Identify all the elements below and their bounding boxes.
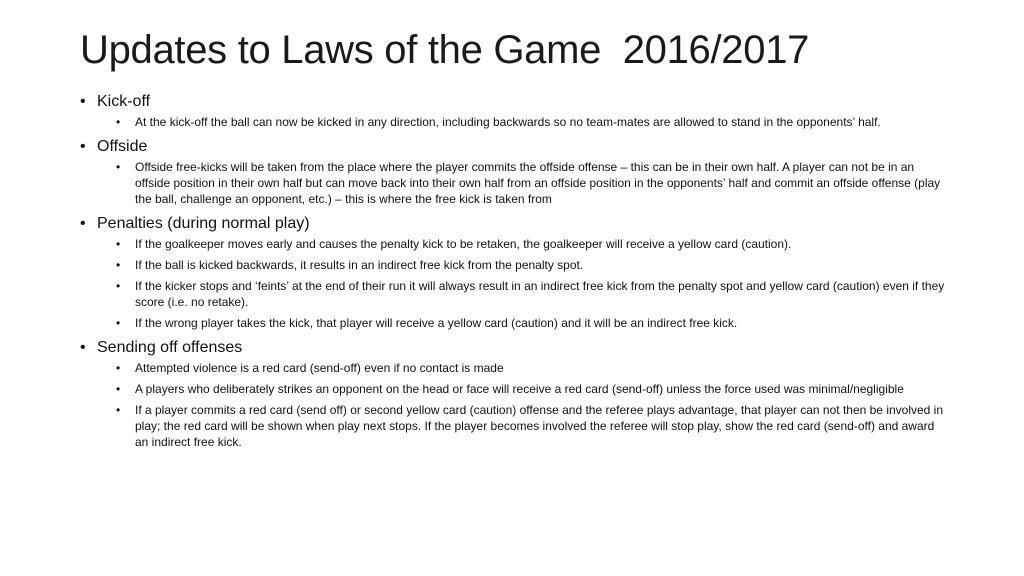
sub-bullet-item: • If a player commits a red card (send off) or second yellow card (caution) offense and the referee plays advantage, that player can not then be involved in play; the red card will be shown when play next stops. If the player becomes involved the referee will stop play, show the red card (send-off) and award an indirect free kick. (80, 402, 950, 450)
section-kick-off (80, 92, 950, 130)
section-heading: • Penalties (during normal play) (80, 214, 950, 234)
section-penalties (80, 214, 950, 331)
sub-bullet-item: • Offside free-kicks will be taken from the place where the player commits the offside offense – this can be in their own half. A player can not be in an offside position in their own half but can move back into their own half from an offside position in the opponents’ half and commit an offside offense (play the ball, challenge an opponent, etc.) – this is where the free kick is taken from (80, 159, 950, 207)
sub-bullet-item: • If the goalkeeper moves early and causes the penalty kick to be retaken, the goalkeeper will receive a yellow card (caution). (80, 236, 950, 252)
section-offside (80, 137, 950, 207)
section-heading: • Kick-off (80, 92, 950, 112)
sub-bullet-list (80, 236, 950, 331)
sub-bullet-list (80, 114, 950, 130)
slide-title: Updates to Laws of the Game 2016/2017 (80, 28, 810, 72)
bullet-list (80, 92, 950, 457)
sub-bullet-item: • If the kicker stops and ‘feints’ at the end of their run it will always result in an indirect free kick from the penalty spot and yellow card (caution) even if they score (i.e. no retake). (80, 278, 950, 310)
section-heading: • Offside (80, 137, 950, 157)
sub-bullet-item: • A players who deliberately strikes an opponent on the head or face will receive a red card (send-off) unless the force used was minimal/negligible (80, 381, 950, 397)
sub-bullet-item: • At the kick-off the ball can now be kicked in any direction, including backwards so no team-mates are allowed to stand in the opponents’ half. (80, 114, 950, 130)
section-sending-off (80, 338, 950, 450)
sub-bullet-item: • If the ball is kicked backwards, it results in an indirect free kick from the penalty spot. (80, 257, 950, 273)
sub-bullet-item: • If the wrong player takes the kick, that player will receive a yellow card (caution) and it will be an indirect free kick. (80, 315, 950, 331)
sub-bullet-list (80, 360, 950, 450)
sub-bullet-list (80, 159, 950, 207)
sub-bullet-item: • Attempted violence is a red card (send-off) even if no contact is made (80, 360, 950, 376)
section-heading: • Sending off offenses (80, 338, 950, 358)
